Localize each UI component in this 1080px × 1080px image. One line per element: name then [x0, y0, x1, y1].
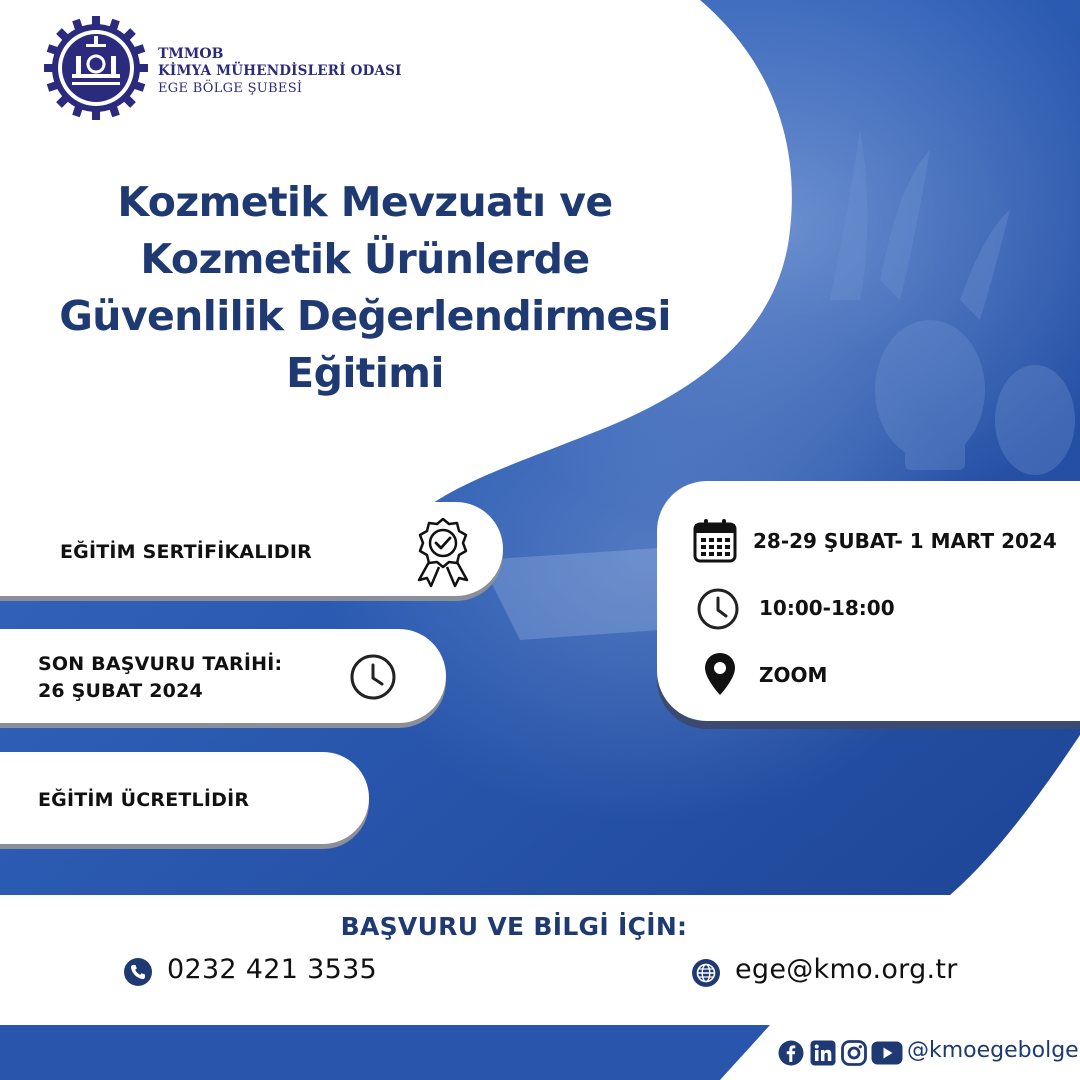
clock-icon	[349, 653, 397, 701]
phone-number[interactable]: 0232 421 3535	[167, 954, 378, 985]
certificate-label: EĞİTİM SERTİFİKALIDIR	[60, 541, 312, 563]
title-line: Kozmetik Mevzuatı ve	[117, 178, 613, 226]
fee-label: EĞİTİM ÜCRETLİDİR	[38, 789, 250, 811]
social-handle[interactable]: @kmoegebolge	[907, 1038, 1079, 1063]
event-date: 28-29 ŞUBAT- 1 MART 2024	[753, 529, 1057, 553]
deadline-label: SON BAŞVURU TARİHİ:	[38, 653, 283, 675]
calendar-icon	[693, 517, 737, 563]
page-title	[20, 174, 710, 402]
email-address[interactable]: ege@kmo.org.tr	[735, 954, 958, 985]
linkedin-icon[interactable]	[810, 1040, 836, 1066]
time-clock-icon	[696, 587, 740, 631]
event-info-card	[657, 481, 1080, 721]
youtube-icon[interactable]	[871, 1041, 903, 1065]
org-line1: TMMOB	[158, 46, 224, 62]
title-line: Güvenlilik Değerlendirmesi	[59, 292, 671, 340]
certificate-badge-icon	[411, 516, 475, 588]
kmo-logo	[42, 14, 150, 122]
org-line3: EGE BÖLGE ŞUBESİ	[158, 81, 303, 96]
deadline-pill	[0, 629, 446, 723]
contact-heading: BAŞVURU VE BİLGİ İÇİN:	[340, 912, 688, 941]
title-line: Kozmetik Ürünlerde	[140, 235, 590, 283]
instagram-icon[interactable]	[841, 1040, 867, 1066]
phone-icon	[123, 957, 153, 987]
organization-name	[158, 46, 402, 97]
facebook-icon[interactable]	[778, 1040, 804, 1066]
deadline-date: 26 ŞUBAT 2024	[38, 680, 203, 702]
certificate-pill	[0, 502, 503, 596]
event-location: ZOOM	[759, 663, 828, 687]
location-pin-icon	[703, 651, 737, 697]
globe-icon	[691, 958, 721, 988]
org-line2: KİMYA MÜHENDİSLERİ ODASI	[158, 63, 402, 79]
fee-pill	[0, 752, 369, 844]
event-time: 10:00-18:00	[759, 596, 895, 620]
title-line: Eğitimi	[286, 349, 444, 397]
